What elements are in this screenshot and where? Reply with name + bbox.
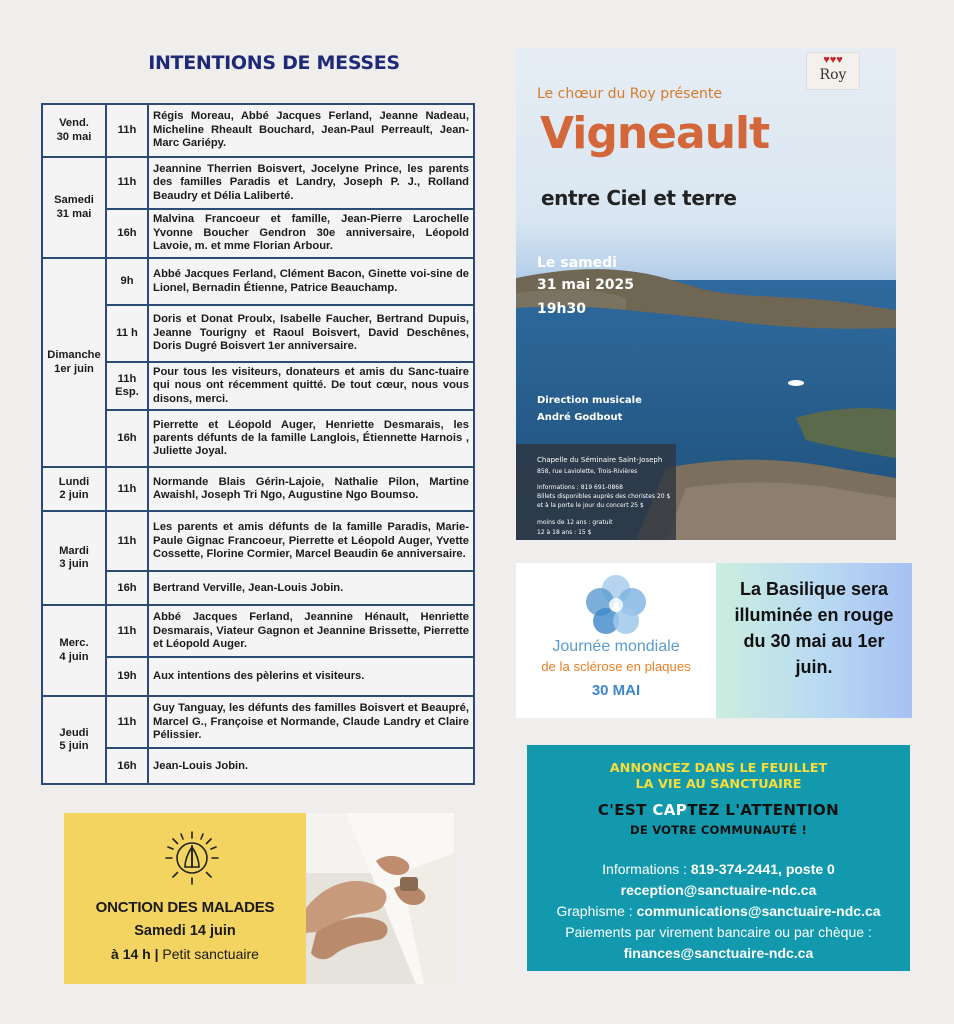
mass-hour-line: 9h [120,274,134,287]
annonce-line2: LA VIE AU SANCTUAIRE [635,777,802,792]
annonce-line3-a: C'EST [597,801,653,819]
mass-intentions: Malvina Francoeur et famille, Jean-Pierre Larochelle Yvonne Boucher Gendron 30e anniversaire, Léopold Lavoie, m. et mme Florian Arbour. [148,209,474,258]
mass-hour-line: 11h [117,624,137,637]
onction-title: ONCTION DES MALADES [95,899,275,916]
mass-intentions: Jeannine Therrien Boisvert, Jocelyne Prince, les parents des familles Paradis et Landry, Joseph P. J., Rolland Beaudry et Délia Laliberté. [148,157,474,209]
mass-hour-line: 11h [117,482,137,495]
crown-hearts-icon: ♥♥♥ [823,54,843,66]
poster-price-child: moins de 12 ans : gratuit [537,519,613,526]
poster-direction-label: Direction musicale [537,395,642,406]
info-label: Informations : [602,861,687,877]
choeur-du-roy-logo [806,52,860,90]
annonce-info [527,859,910,964]
poster-presenter: Le chœur du Roy présente [537,86,723,102]
annonce-line1: ANNONCEZ DANS LE FEUILLET [609,761,828,776]
poster-tickets-line2: et à la porte le jour du concert 25 $ [537,502,644,509]
mass-hour [106,258,148,305]
mass-intentions: Abbé Jacques Ferland, Jeannine Hénault, Henriette Desmarais, Viateur Gagnon et Jeannine Brissette, Pierrette et Léopold Auger. [148,605,474,657]
mass-day-line: Lundi [58,475,90,488]
mass-day [42,467,106,511]
mass-row [42,571,474,605]
ms-flower-icon [578,569,654,637]
onction-place: Petit sanctuaire [158,946,259,962]
mass-hour [106,748,148,784]
mass-day [42,104,106,157]
mass-day [42,605,106,696]
info-phone: 819-374-2441, poste 0 [686,861,835,877]
poster-address: 858, rue Laviolette, Trois-Rivières [537,468,638,475]
mass-day-line: Dimanche [47,349,101,362]
mass-row [42,748,474,784]
mass-day-line: Jeudi [59,726,89,739]
mass-intentions: Les parents et amis défunts de la famille Paradis, Marie-Paule Gignac Francoeur, Pierrette et Léopold Auger, Yvette Cossette, Florine Cormier, Marcel Beaudin 6e anniversaire. [148,511,474,571]
poster-artist: Vigneault [540,108,770,159]
annonce-line3 [527,801,910,819]
onction-time-bold: à 14 h | [111,946,159,962]
masses-title: INTENTIONS DE MESSES [148,52,400,74]
mass-hour-line: 11h [117,534,137,547]
mass-row [42,605,474,657]
poster-price-youth: 12 à 18 ans : 15 $ [537,529,592,536]
mass-row [42,657,474,696]
mass-row [42,157,474,209]
mass-row [42,305,474,362]
mass-day [42,696,106,784]
mass-hour-line: 11h [117,715,137,728]
mass-hour-line: 11h [117,372,137,385]
mass-row [42,362,474,410]
mass-intentions: Doris et Donat Proulx, Isabelle Faucher, Bertrand Dupuis, Jeanne Tourigny et Raoul Boisvert, David Deschênes, Doris Dugré Boisvert 1er anniversaire. [148,305,474,362]
mass-hour-line: 11h [117,123,137,136]
paiement-text: Paiements par virement bancaire ou par chèque : [565,924,872,940]
mass-row [42,467,474,511]
email-reception-link[interactable]: reception@sanctuaire-ndc.ca [620,882,817,898]
onction-date: Samedi 14 juin [134,923,236,939]
mass-row [42,209,474,258]
annonce-line4: DE VOTRE COMMUNAUTÉ ! [630,823,807,837]
poster-tickets-line1: Billets disponibles auprès des choristes 20 $ [537,493,671,500]
vigneault-poster [516,48,896,540]
mass-day-line: 1er juin [54,362,94,375]
graphisme-line [527,901,910,922]
mass-intentions: Normande Blais Gérin-Lajoie, Nathalie Pilon, Martine Awaishl, Joseph Tri Ngo, Augustine Ngo Boumso. [148,467,474,511]
mass-hour-line: 16h [117,759,137,772]
mass-day-line: 5 juin [59,740,89,753]
mass-day-line: 31 mai [56,207,92,220]
mass-hour [106,605,148,657]
mass-hour [106,410,148,467]
poster-date-line2: 31 mai 2025 [537,277,635,293]
annonce-line3-b: TEZ L'ATTENTION [687,801,840,819]
logo-name: Roy [819,67,847,83]
mass-row [42,696,474,748]
mass-intentions: Pierrette et Léopold Auger, Henriette Desmarais, les parents défunts de la famille Langlois, Étiennette Harnois , Juliette Joyal. [148,410,474,467]
masses-table [41,103,475,785]
mass-intentions: Régis Moreau, Abbé Jacques Ferland, Jeanne Nadeau, Micheline Rheault Bouchard, Jean-Paul Perreault, Jean-Marc Gariépy. [148,104,474,157]
mass-intentions: Guy Tanguay, les défunts des familles Boisvert et Beaupré, Marcel G., Françoise et Normande, Claude Landry et Claire Pélissier. [148,696,474,748]
mass-hour [106,305,148,362]
graphisme-label: Graphisme : [556,903,637,919]
mass-day-line: 3 juin [59,558,89,571]
sclerose-line2: de la sclérose en plaques [541,659,691,674]
mass-row [42,258,474,305]
mass-intentions: Jean-Louis Jobin. [148,748,474,784]
onction-time [64,946,306,962]
mass-row [42,511,474,571]
mass-hour [106,362,148,410]
mass-hour [106,104,148,157]
poster-director: André Godbout [537,412,623,423]
onction-card [64,813,454,984]
mass-hour-line: 11 h [116,326,138,339]
poster-info-phone: Informations : 819 691-0868 [537,484,623,491]
email-graphisme-link[interactable]: communications@sanctuaire-ndc.ca [636,903,881,919]
mass-intentions: Pour tous les visiteurs, donateurs et amis du Sanc-tuaire qui nous ont récemment quitté. De tout cœur, nous vous disons, merci. [148,362,474,410]
mass-day [42,258,106,467]
sclerose-date: 30 MAI [591,682,641,699]
mass-hour [106,209,148,258]
mass-hour [106,696,148,748]
poster-date-line1: Le samedi [537,255,617,271]
mass-intentions: Aux intentions des pèlerins et visiteurs. [148,657,474,696]
anointing-hands-photo [306,813,454,984]
mass-hour [106,657,148,696]
mass-hour [106,157,148,209]
mass-hour [106,511,148,571]
mass-day-line: Vend. [59,117,89,130]
mass-hour-line: Esp. [115,386,139,399]
info-phone-line [527,859,910,880]
mass-hour-line: 16h [117,226,137,239]
mass-hour-line: 16h [117,432,137,445]
sclerose-line1: Journée mondiale [552,638,680,655]
mass-day-line: 4 juin [59,650,89,663]
annonce-line3-cap: CAP [652,801,688,819]
mass-intentions: Abbé Jacques Ferland, Clément Bacon, Ginette voi-sine de Lionel, Bernadin Étienne, Patrice Beauchamp. [148,258,474,305]
mass-day-line: 2 juin [59,489,89,502]
basilique-message: La Basilique sera illuminée en rouge du 30 mai au 1er juin. [734,579,894,677]
poster-time: 19h30 [537,301,586,317]
mass-hour [106,467,148,511]
mass-day-line: Mardi [59,544,89,557]
mass-day [42,157,106,258]
poster-venue: Chapelle du Séminaire Saint-Joseph [537,456,663,464]
poster-subtitle: entre Ciel et terre [541,186,737,210]
mass-day-line: 30 mai [56,130,92,143]
mass-day-line: Samedi [54,194,94,207]
mass-row [42,104,474,157]
mass-hour-line: 11h [117,176,137,189]
sclerose-card [516,563,912,718]
praying-hands-sun-icon [163,829,221,887]
mass-hour-line: 19h [117,670,137,683]
mass-intentions: Bertrand Verville, Jean-Louis Jobin. [148,571,474,605]
mass-row [42,410,474,467]
mass-hour-line: 16h [117,581,137,594]
mass-day [42,511,106,605]
mass-day-line: Merc. [59,637,89,650]
annonce-headline [527,761,910,793]
annonce-card [527,745,910,971]
mass-hour [106,571,148,605]
email-finances-link[interactable]: finances@sanctuaire-ndc.ca [623,945,814,961]
